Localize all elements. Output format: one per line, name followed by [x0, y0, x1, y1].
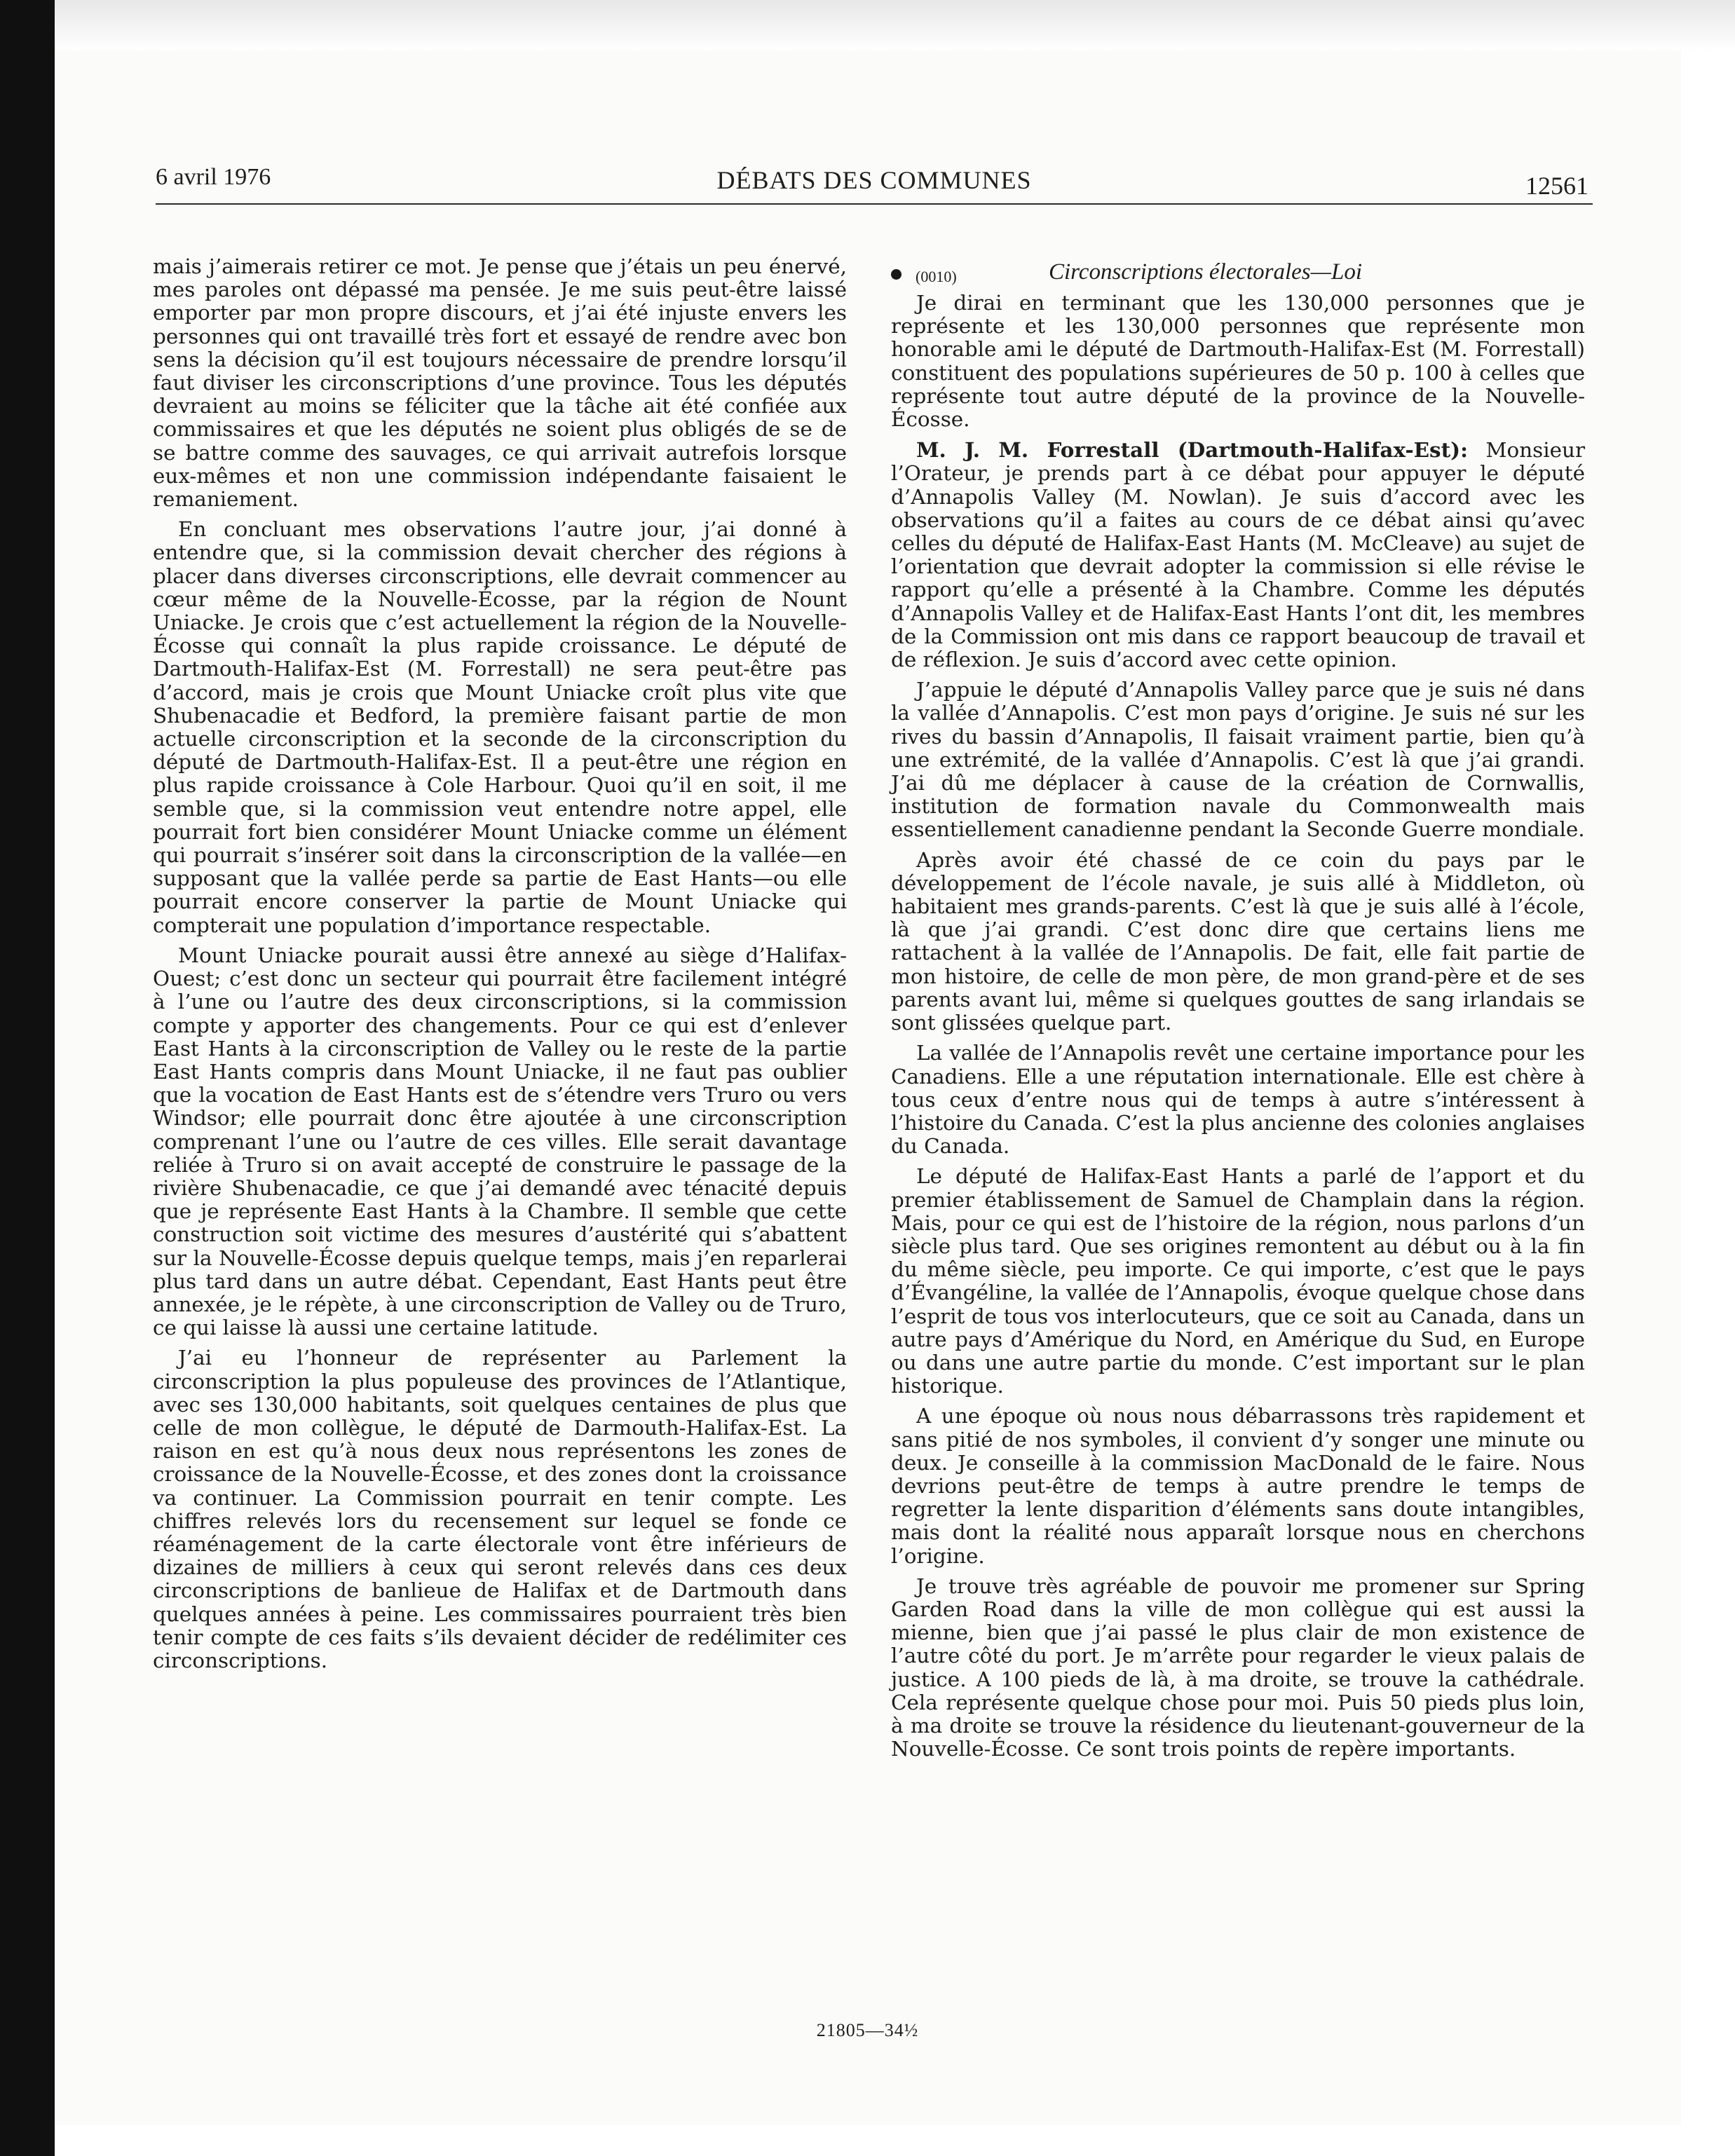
- speaker-name: M. J. M. Forrestall (Dartmouth-Halifax-Est):: [916, 437, 1468, 463]
- footer-signature: 21805—34½: [816, 2020, 919, 2040]
- right-column: [891, 261, 1585, 1761]
- scan-edge-band: [0, 0, 55, 2156]
- left-paragraph-2: En concluant mes observations l’autre jour, j’ai donné à entendre que, si la commission devait chercher des régions à placer dans diverses circonscriptions, elle devrait commencer au cœur même de la Nouvelle-Écosse, par la région de Nount Uniacke. Je crois que c’est actuellement la région de la Nouvelle-Écosse qui connaît la plus rapide croissance. Le député de Dartmouth-Halifax-Est (M. Forrestall) ne sera peut-être pas d’accord, mais je crois que Mount Uniacke croît plus vite que Shubenacadie et Bedford, la première faisant partie de mon actuelle circonscription et la seconde de la circonscription du député de Dartmouth-Halifax-Est. Il a peut-être une région en plus rapide croissance à Cole Harbour. Quoi qu’il en soit, il me semble que, si la commission veut entendre notre appel, elle pourrait fort bien considérer Mount Uniacke comme un élément qui pourrait s’insérer soit dans la circonscription de la vallée—en supposant que la vallée perde sa partie de East Hants—ou elle pourrait encore conserver la partie de Mount Uniacke qui compterait une population d’importance respectable.: [153, 517, 847, 937]
- running-head: Circonscriptions électorales—Loi: [1049, 259, 1363, 285]
- right-paragraph-3: J’appuie le député d’Annapolis Valley parce que je suis né dans la vallée d’Annapolis. C’est mon pays d’origine. Je suis né sur les rives du bassin d’Annapolis, Il faisait vraiment partie, bien qu’à une extrémité, de la vallée d’Annapolis. C’est là que j’ai grandi. J’ai dû me déplacer à cause de la création de Cornwallis, institution de formation navale du Commonwealth mais essentiellement canadienne pendant la Seconde Guerre mondiale.: [891, 678, 1585, 842]
- right-paragraph-6: Le député de Halifax-East Hants a parlé de l’apport et du premier établissement de Samuel de Champlain dans la région. Mais, pour ce qui est de l’histoire de la région, nous parlons d’un siècle plus tard. Que ses origines remontent au début ou à la fin du même siècle, peu importe. Ce qui importe, c’est que le pays d’Évangéline, la vallée de l’Annapolis, évoque quelque chose dans l’esprit de tous vos interlocuteurs, que ce soit au Canada, dans un autre pays d’Amérique du Nord, en Amérique du Sud, en Europe ou dans une autre partie du monde. C’est important sur le plan historique.: [891, 1164, 1585, 1398]
- header-date: 6 avril 1976: [156, 164, 271, 190]
- right-paragraph-5: La vallée de l’Annapolis revêt une certaine importance pour les Canadiens. Elle a une réputation internationale. Elle est chère à tous ceux d’entre nous qui de temps à autre s’intéressent à l’histoire du Canada. C’est la plus ancienne des colonies anglaises du Canada.: [891, 1041, 1585, 1159]
- timecode: (0010): [916, 268, 957, 285]
- left-paragraph-1: mais j’aimerais retirer ce mot. Je pense que j’étais un peu énervé, mes paroles ont dépassé ma pensée. Je me suis peut-être laissé emporter par mon propre discours, et j’ai été injuste envers les personnes qui ont travaillé très fort et essayé de rendre avec bon sens la décision qu’il est toujours nécessaire de prendre lorsqu’il faut diviser les circonscriptions d’une province. Tous les députés devraient au moins se féliciter que la tâche ait été confiée aux commissaires et que les députés ne soient plus obligés de se de se battre comme des sauvages, ce qui arrivait autrefois lorsque eux-mêmes et non une commission indépendante faisaient le remaniement.: [153, 254, 847, 512]
- left-paragraph-4: J’ai eu l’honneur de représenter au Parlement la circonscription la plus populeuse des provinces de l’Atlantique, avec ses 130,000 habitants, soit quelques centaines de plus que celle de mon collègue, le député de Darmouth-Halifax-Est. La raison en est qu’à nous deux nous représentons les zones de croissance de la Nouvelle-Écosse, et des zones dont la croissance va continuer. La Commission pourrait en tenir compte. Les chiffres relevés lors du recensement sur lequel se fonde ce réaménagement de la carte électorale vont être inférieurs de dizaines de milliers à ceux qui seront relevés dans ces deux circonscriptions de banlieue de Halifax et de Dartmouth dans quelques années à peine. Les commissaires pourraient très bien tenir compte de ces faits s’ils devaient décider de redélimiter ces circonscriptions.: [153, 1346, 847, 1672]
- page-header: [156, 163, 1593, 205]
- right-paragraph-1: Je dirai en terminant que les 130,000 personnes que je représente et les 130,000 personnes que représente mon honorable ami le député de Dartmouth-Halifax-Est (M. Forrestall) constituent des populations supérieures de 50 p. 100 à celles que représente tout autre député de la province de la Nouvelle-Écosse.: [891, 291, 1585, 432]
- scan-top-shadow: [55, 0, 1735, 50]
- bullet-icon: [891, 269, 901, 280]
- left-column: [153, 255, 847, 1672]
- right-paragraph-8: Je trouve très agréable de pouvoir me promener sur Spring Garden Road dans la ville de mon collègue qui est aussi la mienne, bien que j’ai passé le plus clair de mon existence de l’autre côté du port. Je m’arrête pour regarder le vieux palais de justice. A 100 pieds de là, à ma droite, se trouve la cathédrale. Cela représente quelque chose pour moi. Puis 50 pieds plus loin, à ma droite se trouve la résidence du lieutenant-gouverneur de la Nouvelle-Écosse. Ce sont trois points de repère importants.: [891, 1574, 1585, 1761]
- right-paragraph-4: Après avoir été chassé de ce coin du pays par le développement de l’école navale, je suis allé à Middleton, où habitaient mes grands-parents. C’est là que je suis allé à l’école, là que j’ai grandi. C’est donc dire que certains liens me rattachent à la vallée de l’Annapolis. De fait, elle fait partie de mon histoire, de celle de mon père, de mon grand-père et de ses parents avant lui, même si quelques gouttes de sang irlandais se sont glissées quelque part.: [891, 847, 1585, 1035]
- header-title: DÉBATS DES COMMUNES: [716, 166, 1032, 194]
- speech-paragraph: [891, 438, 1585, 671]
- left-paragraph-3: Mount Uniacke pourait aussi être annexé au siège d’Halifax-Ouest; c’est donc un secteur qui pourrait être facilement intégré à l’une ou l’autre des deux circonscriptions, si la commission compte y apporter des changements. Pour ce qui est d’enlever East Hants à la circonscription de Valley ou le reste de la partie East Hants compris dans Mount Uniacke, il ne faut pas oublier que la vocation de East Hants est de s’étendre vers Truro ou vers Windsor; elle pourrait donc être ajoutée à une circonscription comprenant l’une ou l’autre de ces villes. Elle serait davantage reliée à Truro si on avait accepté de construire le passage de la rivière Shubenacadie, ce que j’ai demandé avec ténacité depuis que je représente East Hants à la Chambre. Il semble que cette construction soit victime des mesures d’austérité qui s’abattent sur la Nouvelle-Écosse depuis quelque temps, mais j’en reparlerai plus tard dans un autre débat. Cependant, East Hants peut être annexée, je le répète, à une circonscription de Valley ou de Truro, ce qui laisse là aussi une certaine latitude.: [153, 943, 847, 1340]
- right-paragraph-7: A une époque où nous nous débarrassons très rapidement et sans pitié de nos symboles, il convient d’y songer une minute ou deux. Je conseille à la commission MacDonald de le faire. Nous devrions peut-être de temps à autre prendre le temps de regretter la lente disparition d’éléments sans doute intangibles, mais dont la réalité nous apparaît lorsque nous en cherchons l’origine.: [891, 1404, 1585, 1568]
- page-number: 12561: [1525, 172, 1588, 200]
- speech-opening: Monsieur l’Orateur, je prends part à ce débat pour appuyer le député d’Annapolis Valley (M. Nowlan). Je suis d’accord avec les observations qu’il a faites au cours de ce débat ainsi qu’avec celles du député de Halifax-East Hants (M. McCleave) au sujet de l’orientation que devrait adopter la commission si elle révise le rapport qu’elle a présenté à la Chambre. Comme les députés d’Annapolis Valley et de Halifax-East Hants l’ont dit, les membres de la Commission ont mis dans ce rapport beaucoup de travail et de réflexion. Je suis d’accord avec cette opinion.: [891, 438, 1585, 672]
- right-column-head: [891, 261, 1585, 289]
